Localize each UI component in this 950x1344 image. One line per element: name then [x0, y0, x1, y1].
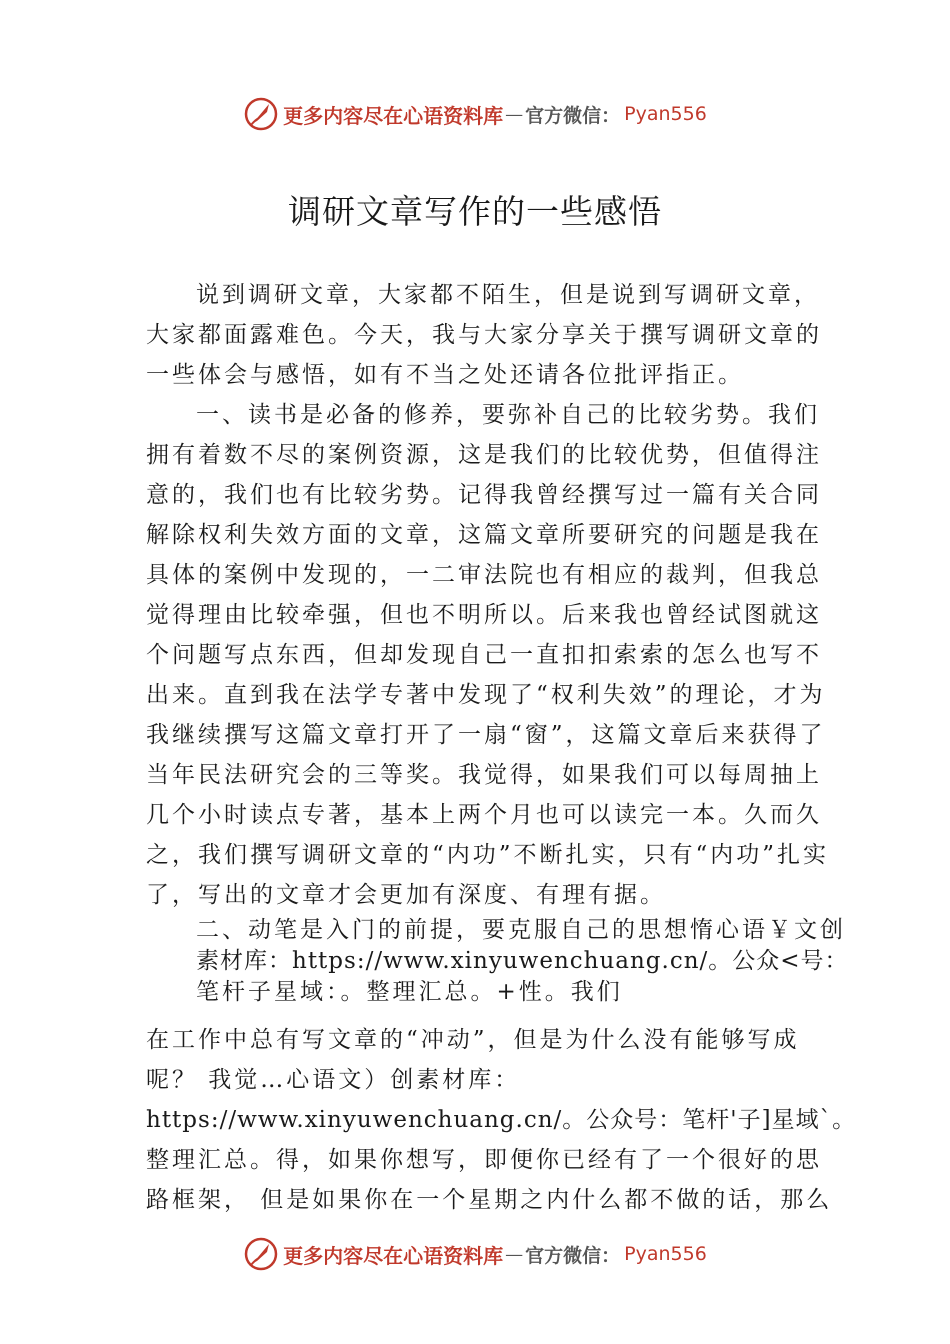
watermark-banner-top [0, 94, 950, 134]
body-line: 素材库：https://www.xinyuwenchuang.cn/。公众<号： [196, 948, 849, 974]
body-line: 路框架， 但是如果你在一个星期之内什么都不做的话，那么 [146, 1187, 833, 1213]
watermark-dash: — [505, 1243, 524, 1265]
watermark-text: 更多内容尽在心语资料库 [283, 103, 504, 128]
body-line: 具体的案例中发现的，一二审法院也有相应的裁判，但我总 [146, 562, 822, 588]
body-line: 之，我们撰写调研文章的“内功”不断扎实，只有“内功”扎实 [146, 842, 830, 868]
wechat-label: 官方微信： [525, 104, 621, 127]
document-body [146, 275, 857, 1220]
body-line: 一、读书是必备的修养，要弥补自己的比较劣势。我们 [196, 402, 820, 428]
watermark-text: 更多内容尽在心语资料库 [283, 1243, 504, 1268]
body-line: 当年民法研究会的三等奖。我觉得，如果我们可以每周抽上 [146, 762, 822, 788]
body-line: 我继续撰写这篇文章打开了一扇“窗”，这篇文章后来获得了 [146, 722, 826, 748]
document-title: 调研文章写作的一些感悟 [288, 192, 662, 231]
body-line: 意的，我们也有比较劣势。记得我曾经撰写过一篇有关合同 [146, 482, 822, 508]
body-line: 觉得理由比较牵强，但也不明所以。后来我也曾经试图就这 [146, 602, 822, 628]
quill-logo-icon [243, 96, 279, 132]
quill-logo-icon [243, 1236, 279, 1272]
body-line: 拥有着数不尽的案例资源，这是我们的比较优势，但值得注 [146, 442, 822, 468]
body-line: 说到调研文章，大家都不陌生，但是说到写调研文章， [196, 282, 820, 308]
body-line: 笔杆子星域：。整理汇总。+性。我们 [196, 979, 623, 1005]
body-line: 呢？ 我觉…心语文）创素材库： [146, 1067, 521, 1093]
body-line: 整理汇总。得，如果你想写，即便你已经有了一个很好的思 [146, 1147, 822, 1173]
body-line: 几个小时读点专著，基本上两个月也可以读完一本。久而久 [146, 802, 822, 828]
wechat-label: 官方微信： [525, 1244, 621, 1267]
body-line: 了，写出的文章才会更加有深度、有理有据。 [146, 882, 666, 908]
body-line: 出来。直到我在法学专著中发现了“权利失效”的理论，才为 [146, 682, 826, 708]
body-line: 在工作中总有写文章的“冲动”，但是为什么没有能够写成 [146, 1027, 800, 1053]
watermark-banner-bottom [0, 1234, 950, 1274]
body-line: 一些体会与感悟，如有不当之处还请各位批评指正。 [146, 362, 744, 388]
watermark-dash: — [505, 103, 524, 125]
body-line: https://www.xinyuwenchuang.cn/。公众号：笔杆'子]星域`。 [146, 1107, 857, 1133]
body-line: 解除权利失效方面的文章，这篇文章所要研究的问题是我在 [146, 522, 822, 548]
body-line: 个问题写点东西，但却发现自己一直扣扣索索的怎么也写不 [146, 642, 822, 668]
wechat-id: Pyan556 [624, 1243, 707, 1265]
wechat-id: Pyan556 [624, 103, 707, 125]
body-line: 二、动笔是入门的前提，要克服自己的思想惰心语￥文创 [196, 917, 846, 943]
body-line: 大家都面露难色。今天，我与大家分享关于撰写调研文章的 [146, 322, 822, 348]
